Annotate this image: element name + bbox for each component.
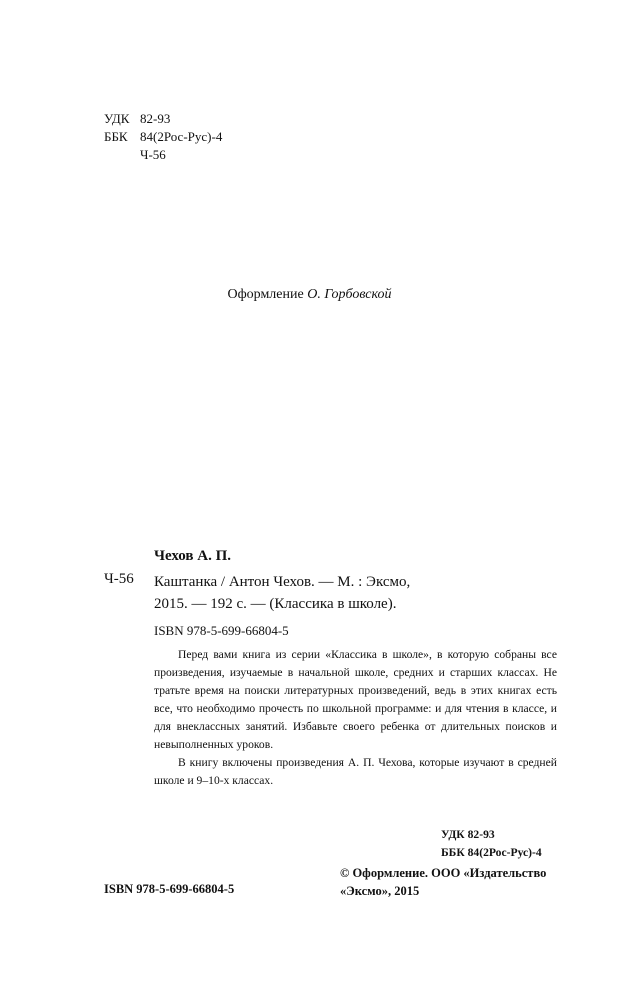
book-author: Чехов А. П. bbox=[154, 548, 232, 564]
designer-name: О. Горбовской bbox=[307, 287, 392, 302]
bbk-value: 84(2Рос-Рус)-4 bbox=[140, 129, 223, 144]
udk-line bbox=[104, 110, 222, 128]
design-label: Оформление bbox=[227, 287, 304, 302]
author-code: Ч-56 bbox=[104, 571, 134, 587]
author-mark: Ч-56 bbox=[140, 147, 166, 162]
annotation bbox=[154, 646, 557, 790]
bibliographic-description bbox=[154, 571, 584, 615]
bbk-footer: ББК 84(2Рос-Рус)-4 bbox=[441, 846, 542, 859]
classification-footer bbox=[441, 826, 542, 862]
annotation-paragraph-2: В книгу включены произведения А. П. Чехова, которые изучают в средней школе и 9–10-х классах. bbox=[154, 756, 557, 787]
classification-block bbox=[104, 110, 222, 164]
annotation-paragraph-1: Перед вами книга из серии «Классика в школе», в которую собраны все произведения, изучаемые в начальной школе, средних и старших классах. Не тратьте время на поиски литературных произведений, ведь в этих книгах есть все, что необходимо прочесть по школьной программе: и для чтения в классе, и для внеклассных занятий. Избавьте своего ребенка от длительных поисков и невыполненных уроков. bbox=[154, 648, 557, 751]
udk-value: 82-93 bbox=[140, 111, 171, 126]
design-credit bbox=[0, 287, 619, 303]
bbk-label: ББК bbox=[104, 129, 128, 144]
biblio-line-1: Каштанка / Антон Чехов. — М. : Эксмо, bbox=[154, 574, 411, 590]
isbn-footer: ISBN 978-5-699-66804-5 bbox=[104, 882, 235, 896]
copyright-notice: © Оформление. ООО «Издательство «Эксмо», 2015 bbox=[340, 866, 547, 898]
biblio-line-2: 2015. — 192 с. — (Классика в школе). bbox=[154, 596, 397, 612]
udk-footer: УДК 82-93 bbox=[441, 828, 495, 841]
bbk-line bbox=[104, 128, 222, 146]
isbn-main: ISBN 978-5-699-66804-5 bbox=[154, 623, 289, 638]
udk-label: УДК bbox=[104, 111, 130, 126]
